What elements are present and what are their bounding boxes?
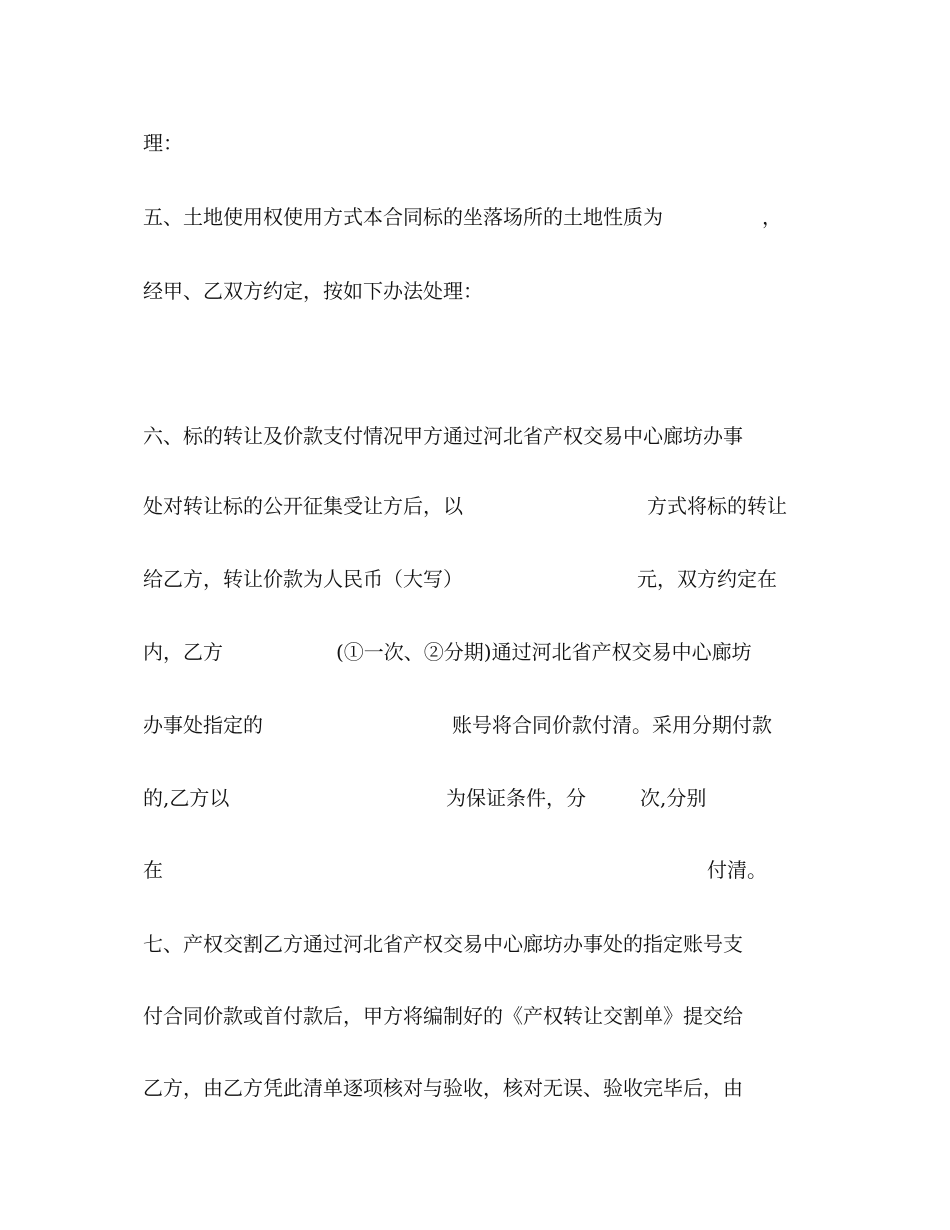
doc-line <box>0 783 707 813</box>
text-segment: 乙方，由乙方凭此清单逐项核对与验收，核对无误、验收完毕后，由 <box>143 1076 743 1100</box>
doc-line <box>0 1001 743 1031</box>
doc-line <box>0 202 782 232</box>
text-segment: 经甲、乙双方约定，按如下办法处理： <box>143 279 483 303</box>
doc-line <box>0 1073 743 1103</box>
doc-line <box>0 710 772 740</box>
text-segment: 办事处指定的 <box>143 713 263 737</box>
text-segment: 次,分别 <box>640 786 707 810</box>
text-segment: 给乙方，转让价款为人民币（大写） <box>143 567 463 591</box>
doc-line <box>0 421 743 451</box>
text-segment: 五、土地使用权使用方式本合同标的坐落场所的土地性质为 <box>143 205 663 229</box>
text-segment: ， <box>762 205 782 229</box>
doc-line <box>0 128 183 158</box>
text-segment: 方式将标的转让 <box>647 494 787 518</box>
doc-line <box>0 637 752 667</box>
text-segment: 付合同价款或首付款后，甲方将编制好的《产权转让交割单》提交给 <box>143 1004 743 1028</box>
doc-line <box>0 491 787 521</box>
doc-line <box>0 276 483 306</box>
text-segment: 七、产权交割乙方通过河北省产权交易中心廊坊办事处的指定账号支 <box>143 932 743 956</box>
text-segment: 付清。 <box>707 858 767 882</box>
text-segment: 在 <box>143 858 163 882</box>
doc-line <box>0 929 743 959</box>
doc-line <box>0 855 767 885</box>
text-segment: (①一次、②分期)通过河北省产权交易中心廊坊 <box>336 640 752 664</box>
text-segment: 的,乙方以 <box>143 786 230 810</box>
text-segment: 内，乙方 <box>143 640 223 664</box>
text-segment: 处对转让标的公开征集受让方后，以 <box>143 494 463 518</box>
text-segment: 为保证条件，分 <box>446 786 586 810</box>
text-segment: 六、标的转让及价款支付情况甲方通过河北省产权交易中心廊坊办事 <box>143 424 743 448</box>
text-segment: 账号将合同价款付清。采用分期付款 <box>452 713 772 737</box>
text-segment: 理： <box>143 131 183 155</box>
text-segment: 元，双方约定在 <box>637 567 777 591</box>
doc-line <box>0 564 777 594</box>
